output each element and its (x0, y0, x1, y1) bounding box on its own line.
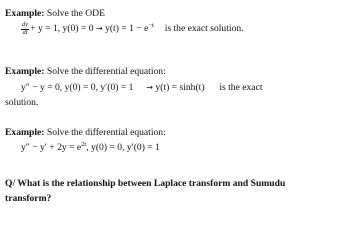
example-1-arrow: → (95, 24, 103, 34)
example-1-task: Solve the ODE (46, 8, 105, 19)
example-2-equation: y″ − y = 0, y(0) = 0, y′(0) = 1 (21, 82, 134, 93)
example-3-title (5, 127, 166, 139)
example-1-solution: y(t) = 1 − e (105, 23, 149, 35)
example-3-equation-line (21, 142, 160, 154)
example-2-arrow: → (146, 83, 153, 92)
example-2-task: Solve the differential equation: (46, 66, 166, 77)
example-1-equation: + y = 1, y(0) = 0 (30, 23, 94, 35)
example-1-note: is the exact solution. (164, 23, 244, 35)
example-2-solution: y(t) = sinh(t) (155, 82, 205, 93)
example-2-heading: Example: (5, 66, 45, 77)
example-1-solution-exponent: −t (148, 22, 154, 30)
question-line-1: Q/ What is the relationship between Laplace transform and Sumudu (5, 178, 286, 189)
example-1-frac-denominator: dt (22, 28, 28, 36)
example-3-equation-exponent: 2t (81, 141, 87, 148)
example-2-note: is the exact (219, 82, 263, 93)
example-2-equation-line (21, 82, 262, 94)
example-3-equation: y″ − y′ + 2y = e (21, 142, 82, 153)
example-1-frac-numerator: dy (22, 21, 29, 28)
example-2-title (5, 66, 166, 78)
example-3-initial-conditions: , y(0) = 0, y′(0) = 1 (86, 142, 160, 153)
example-1-derivative-fraction (21, 22, 29, 36)
example-1-title (5, 8, 105, 20)
example-3-task: Solve the differential equation: (46, 127, 166, 138)
example-3-heading: Example: (5, 127, 45, 138)
example-2-note-continuation: solution. (5, 97, 39, 108)
example-1-equation-line (21, 22, 244, 36)
question-line-2: transform? (5, 193, 52, 204)
example-1-heading: Example: (5, 8, 45, 19)
